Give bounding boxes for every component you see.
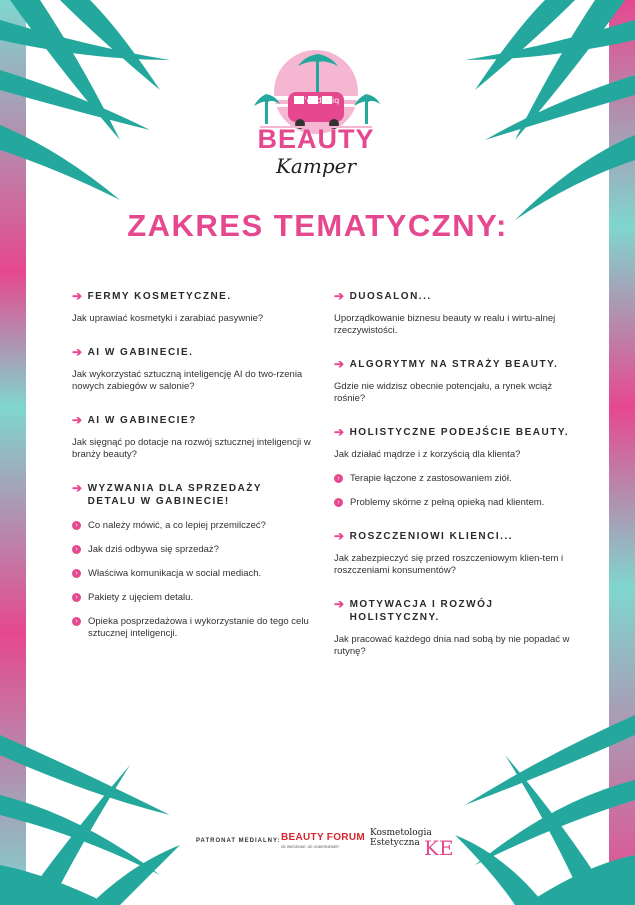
palm-leaves-bottom-right xyxy=(435,685,635,905)
brand-title: BEAUTY xyxy=(257,124,375,154)
topic-section xyxy=(334,598,570,658)
topic-title: HOLISTYCZNE PODEJŚCIE BEAUTY. xyxy=(349,427,570,438)
brand-script-title: Kamper xyxy=(275,154,357,178)
arrow-right-icon: ➔ xyxy=(72,413,84,427)
topic-section-sales xyxy=(72,482,312,640)
chevron-circle-icon: › xyxy=(72,521,81,530)
topic-section xyxy=(72,290,312,325)
topic-description: Jak uprawiać kosmetyki i zarabiać pasywnie? xyxy=(72,313,264,324)
left-topics-column xyxy=(72,290,312,652)
bullet-item: › Problemy skórne z pełną opieką nad klientem. xyxy=(334,497,570,509)
topic-title: AI W GABINECIE? xyxy=(87,415,197,426)
topic-description: Uporządkowanie biznesu beauty w realu i wirtu-alnej rzeczywistości. xyxy=(334,313,556,336)
topic-description: Jak działać mądrze i z korzyścią dla klienta? xyxy=(334,449,521,460)
topic-description: Jak sięgnąć po dotacje na rozwój sztucznej inteligencji w branży beauty? xyxy=(72,437,311,460)
topic-section xyxy=(72,414,312,461)
chevron-circle-icon: › xyxy=(72,593,81,602)
bullet-item: › Terapie łączone z zastosowaniem ziół. xyxy=(334,473,570,485)
ke-monogram-logo: KE xyxy=(424,836,454,860)
chevron-circle-icon: › xyxy=(72,617,81,626)
chevron-circle-icon: › xyxy=(334,498,343,507)
arrow-right-icon: ➔ xyxy=(334,529,346,543)
bullet-item: › Pakiety z ujęciem detalu. xyxy=(72,592,312,604)
bullet-item: › Jak dziś odbywa się sprzedaż? xyxy=(72,544,312,556)
topic-section xyxy=(334,290,570,337)
bullet-item: › Co należy mówić, a co lepiej przemilczeć? xyxy=(72,520,312,532)
topic-description: Jak pracować każdego dnia nad sobą by nie popadać w rutynę? xyxy=(334,634,570,657)
beauty-forum-tagline: DE WIEDENDE, DE ONDERNEMER xyxy=(281,845,339,849)
topic-title: FERMY KOSMETYCZNE. xyxy=(87,291,232,302)
chevron-circle-icon: › xyxy=(72,545,81,554)
arrow-right-icon: ➔ xyxy=(334,425,346,439)
arrow-right-icon: ➔ xyxy=(334,357,346,371)
palm-leaves-top-left xyxy=(0,0,190,240)
beauty-forum-logo: BEAUTY FORUM xyxy=(281,832,365,843)
topic-section xyxy=(334,358,570,405)
arrow-right-icon: ➔ xyxy=(72,345,84,359)
arrow-right-icon: ➔ xyxy=(334,597,346,611)
topic-section-holistic xyxy=(334,426,570,509)
page-title: ZAKRES TEMATYCZNY: xyxy=(127,208,508,243)
bullet-item: › Właściwa komunikacja w social mediach. xyxy=(72,568,312,580)
topic-title: ALGORYTMY NA STRAŻY BEAUTY. xyxy=(349,359,559,370)
topic-title: AI W GABINECIE. xyxy=(87,347,194,358)
topic-description: Gdzie nie widzisz obecnie potencjału, a rynek wciąż rośnie? xyxy=(334,381,553,404)
right-topics-column xyxy=(334,290,570,679)
topic-title: ROSZCZENIOWI KLIENCI... xyxy=(349,531,513,542)
chevron-circle-icon: › xyxy=(72,569,81,578)
topic-section xyxy=(334,530,570,577)
topic-title: MOTYWACJA I ROZWÓJ HOLISTYCZNY. xyxy=(349,599,494,623)
topic-title: DUOSALON... xyxy=(349,291,432,302)
arrow-right-icon: ➔ xyxy=(72,481,84,495)
arrow-right-icon: ➔ xyxy=(334,289,346,303)
media-patronage-label: PATRONAT MEDIALNY: xyxy=(196,838,281,844)
topic-description: Jak wykorzystać sztuczną inteligencję AI do two-rzenia nowych zabiegów w salonie? xyxy=(72,369,303,392)
kosmetologia-line2: Estetyczna xyxy=(370,838,420,848)
brand-van-label: m'onduniq xyxy=(296,96,340,105)
bullet-item: › Opieka posprzedażowa i wykorzystanie do tego celu sztucznej inteligencji. xyxy=(72,616,312,640)
kosmetologia-line1: Kosmetologia xyxy=(370,828,432,838)
palm-leaves-bottom-left xyxy=(0,695,200,905)
topic-description: Jak zabezpieczyć się przed roszczeniowym klien-tem i roszczeniami konsumentów? xyxy=(334,553,564,576)
chevron-circle-icon: › xyxy=(334,474,343,483)
topic-section xyxy=(72,346,312,393)
topic-title: WYZWANIA DLA SPRZEDAŻY DETALU W GABINECIE! xyxy=(87,483,262,507)
arrow-right-icon: ➔ xyxy=(72,289,84,303)
